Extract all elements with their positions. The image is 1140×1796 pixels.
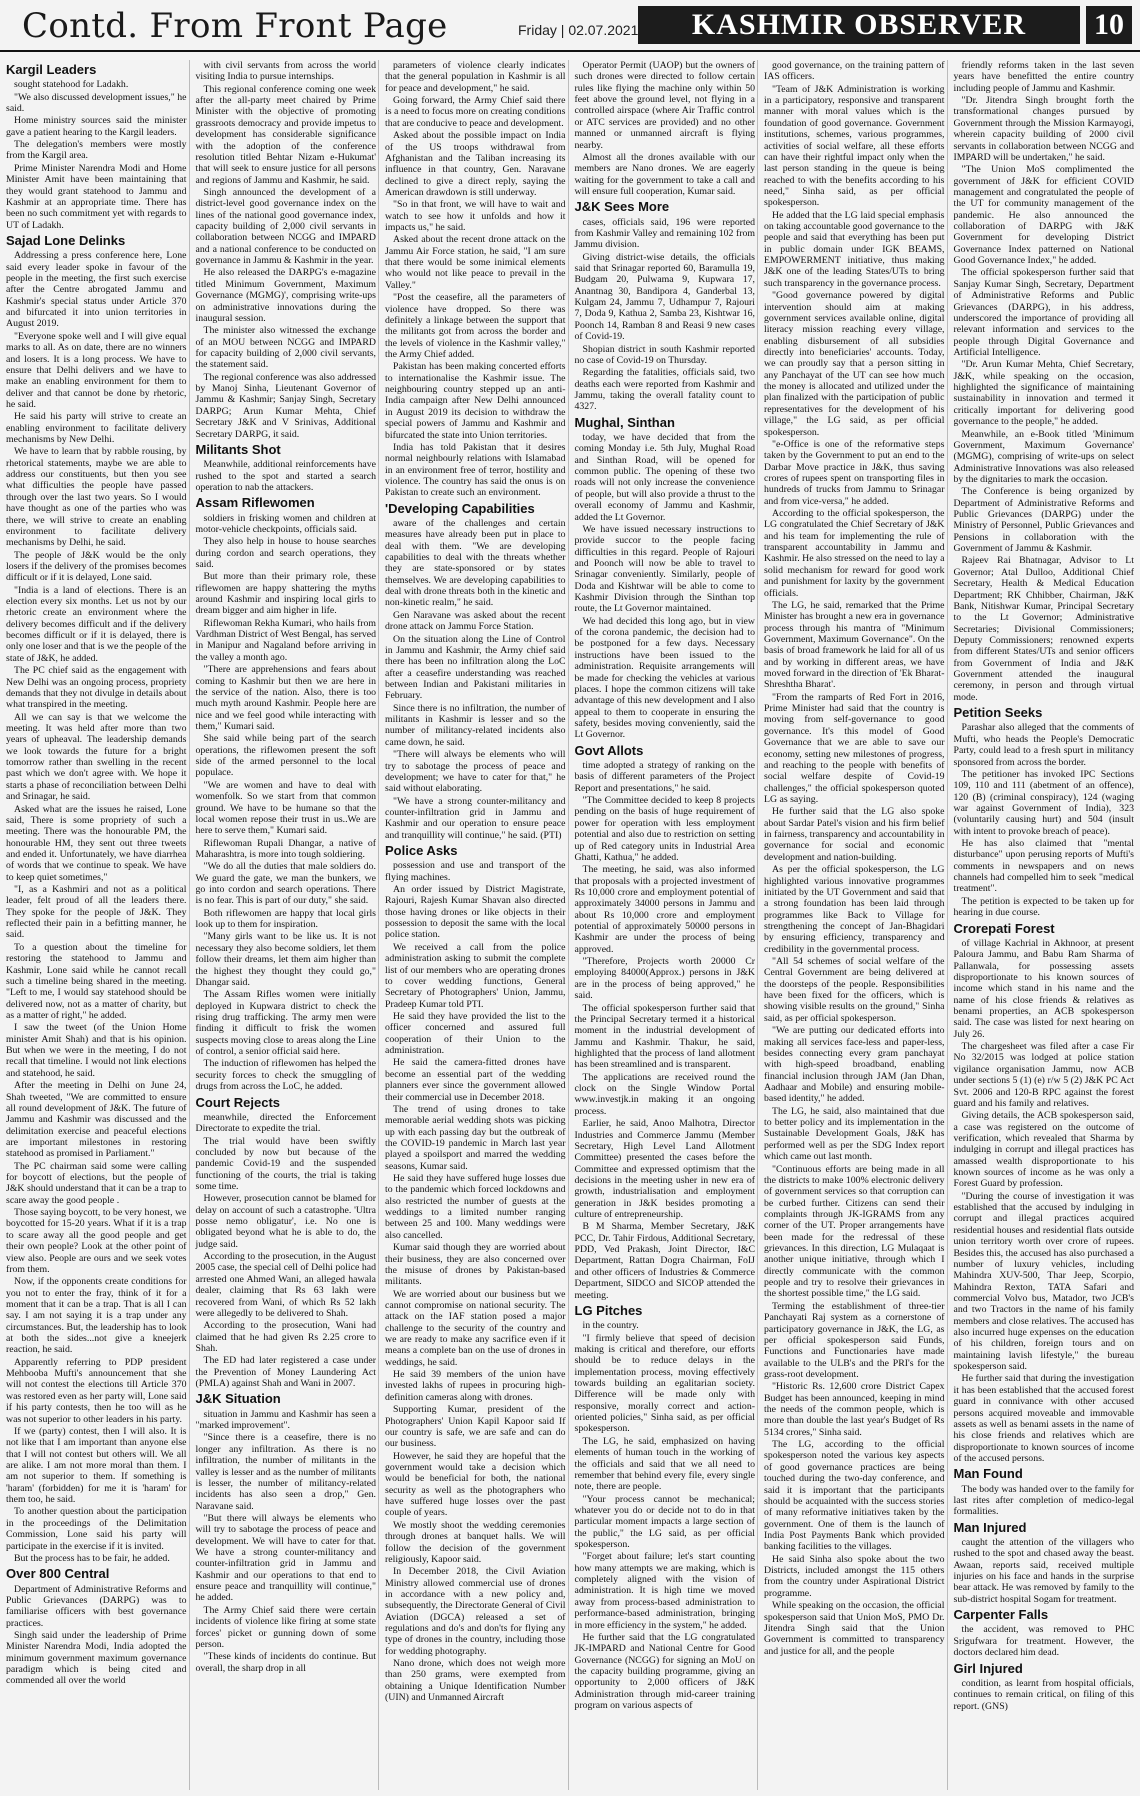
article-paragraph: But the process has to be fair, he added. bbox=[14, 1552, 170, 1564]
article-paragraph: "We have a strong counter-militancy and counter-infiltration grid in Jammu and Kashmir and our operation to ensure peace and tranquillity will continue," he said. (PTI) bbox=[385, 795, 566, 841]
article-paragraph: The trend of using drones to take memorable aerial wedding shots was picking up with each passing day but the outbreak of the COVID-19 pandemic in March last year played a spoilsport and marred the wedding seasons, Kumar said. bbox=[385, 1103, 566, 1172]
article-paragraph: "I firmly believe that speed of decision making is critical and therefore, our efforts should be to reduce delays in the implementation process, moving effectively towards building an egalitarian society. Difference will be made only with responsive, morally correct and action-oriented policies," Sinha said, as per official spokesperson. bbox=[574, 1332, 755, 1435]
article-paragraph: Kumar said though they are worried about their business, they are also concerned over the misuse of drones by Pakistan-based militants. bbox=[385, 1242, 566, 1288]
article-paragraph: He said his party will strive to create an enabling environment to facilitate delivery mechanisms by New Delhi. bbox=[6, 411, 187, 446]
article-paragraph: "Good governance powered by digital intervention should aim at making government services available online, digital literacy mission reaching every village, enabling disbursement of all subsidies directly into beneficiaries' accounts. Today, we can proudly say that a person sitting in any Panchayat of the UT can see how much the money is allocated and utilized under the plan finalized with the participation of public representatives for the development of his village," the LG said, as per official spokesperson. bbox=[764, 290, 945, 438]
article-headline: Assam Riflewomen bbox=[195, 495, 315, 511]
article-paragraph: He said they have provided the list to the officer concerned and assured full cooperation of their Union to the administration. bbox=[385, 1010, 566, 1057]
article-paragraph: "The Committee decided to keep 8 projects pending on the basis of huge requirement of power for operation with less employment potential and also due to restriction on setting up of Red category units in Industrial Area Ghatti, Kathua," he added. bbox=[574, 795, 755, 863]
article-headline: LG Pitches bbox=[574, 1302, 643, 1318]
article-paragraph: However, prosecution cannot be blamed for delay on account of such a catastrophe. 'Ultra posse nemo obligatur', i.e. No one is obligated beyond what he is able to do, the judge said. bbox=[195, 1193, 376, 1250]
article-paragraph: sought statehood for Ladakh. bbox=[14, 79, 129, 91]
article-paragraph: B M Sharma, Member Secretary, J&K PCC, Dr. Tahir Firdous, Additional Secretary, PDD, Ved Prakash, Joint Director, I&C Department, Rattan Dogra Chairman, FoIJ and other officers of Industries & Commerce Department, SIDCO and SICOP attended the meeting. bbox=[574, 1221, 755, 1301]
column-5 bbox=[762, 60, 948, 1790]
article-paragraph: The ED had later registered a case under the Prevention of Money Laundering Act (PMLA) against Shah and Wani in 2007. bbox=[195, 1355, 376, 1390]
article-paragraph: "The Union MoS complimented the government of J&K for efficient COVID management and congratulated the people of the UT for community management of the pandemic. He also announced the collaboration of DARPG with J&K Government for developing District Governance Index patterned on National Good Governance Index," he added. bbox=[953, 164, 1134, 267]
article-paragraph: To another question about the participation in the proceedings of the Delimitation Commission, Lone said his party will participate in the exercise if it is invited. bbox=[6, 1506, 187, 1552]
article-paragraph: Shopian district in south Kashmir reported no case of Covid-19 on Thursday. bbox=[574, 343, 755, 366]
article-paragraph: We have to learn that by rabble rousing, by rhetorical statements, maybe we are able to address our constituents, but then you see what difficulties the people have passed through over the last two years. So I would have thought as one of the parties who was there, we will strive to create an enabling environment to facilitate delivery mechanisms by Delhi, he said. bbox=[6, 446, 187, 549]
article-paragraph: While speaking on the occasion, the official spokesperson said that Union MoS, PMO Dr. Jitendra Singh said that the Union Government is committed to transparency and justice for all, and the people bbox=[764, 1600, 945, 1657]
article-paragraph: "There will always be elements who will try to sabotage the process of peace and development; we have to cater for that," he said without elaborating. bbox=[385, 749, 566, 795]
article-paragraph: Supporting Kumar, president of the Photographers' Union Kapil Kapoor said If our country is safe, we are safe and can do our business. bbox=[385, 1404, 566, 1450]
article-paragraph: Gen Naravane was asked about the recent drone attack on Jammu Force Station. bbox=[385, 609, 566, 633]
article-paragraph: Rajeev Rai Bhatnagar, Advisor to Lt Governor; Atal Dulloo, Additional Chief Secretary, Health & Medical Education Department; RK Chhibber, Chairman, J&K Bank, Nitishwar Kumar, Principal Secretary to the Lt Governor; Administrative Secretaries; Divisional Commissioners; Deputy Commissioners; renowned experts from different States/UTs and senior officers from Government of India and J&K Government attended the inaugural ceremony, in person and through virtual mode. bbox=[953, 555, 1134, 703]
article-paragraph: possession and use and transport of the flying machines. bbox=[385, 860, 566, 883]
article-headline: Govt Allots bbox=[574, 742, 644, 758]
article-headline: J&K Sees More bbox=[574, 199, 670, 215]
article-headline: Girl Injured bbox=[953, 1660, 1023, 1676]
article-paragraph: The official spokesperson further said that the Principal Secretary termed it a historical moment in the industrial development of Jammu and Kashmir. Thakur, he said, highlighted that the process of land allotment has been streamlined and is transparent. bbox=[574, 1002, 755, 1071]
article-paragraph: "Continuous efforts are being made in all the districts to make 100% electronic delivery of government services so that corruption can be curbed further. Citizens can send their complaints through JK-IGRAMS from any corner of the UT. Proper arrangements have been made for the redressal of these grievances. In this direction, LG Mulaqaat is another unique initiative, through which I directly communicate with the common people and try to resolve their grievances in the shortest possible time," the LG said. bbox=[764, 1163, 945, 1300]
article-paragraph: Asked what are the issues he raised, Lone said, There is some propriety of such a meeting. There was the honourable PM, the honourable HM, they sent out three tweets and ended it. Unfortunately, we have diarrhea of words that we continue to speak. We have to keep quiet sometimes," bbox=[6, 803, 187, 883]
article-paragraph: "All 54 schemes of social welfare of the Central Government are being delivered at the doorsteps of the people. Responsibilities have been fixed for the officers, which is showing visible results on the ground," Sinha said, as per official spokesperson. bbox=[764, 956, 945, 1024]
article-paragraph: "India is a land of elections. There is an election every six months. Let us not by our rhetoric create an environment where the delivery becomes difficult and if the delivery becomes difficult or if it is delayed, there is only one loser and that is we the people of the state of J&K, he added. bbox=[6, 584, 187, 664]
column-4 bbox=[573, 60, 759, 1790]
article-paragraph: aware of the challenges and certain measures have already been put in place to deal with them. "We are developing capabilities to deal with the threats whether they are state-sponsored or by states themselves. We are developing capabilities to deal with drone threats both in the kinetic and non-kinetic realm," he said. bbox=[385, 517, 566, 609]
article-paragraph: As per the official spokesperson, the LG highlighted various innovative programmes initiated by the UT Government and said that a strong foundation has been laid through programmes like Back to Village for strengthening the concept of Jan-Bhagidari by ensuring efficiency, transparency and credibility in the governmental process. bbox=[764, 864, 945, 955]
article-paragraph: The applications are received round the clock on the Single Window Portal www.investjk.in making it an ongoing process. bbox=[574, 1071, 755, 1117]
article-paragraph: Nano drone, which does not weigh more than 250 grams, were exempted from obtaining a Unique Identification Number (UIN) and Unmanned Aircraft bbox=[385, 1658, 566, 1704]
article-paragraph: Apparently referring to PDP president Mehbooba Mufti's announcement that she will not contest the elections till Article 370 was restored even as her party will, Lone said if his party contests, then he too will as he was not superior to other leaders in his party. bbox=[6, 1356, 187, 1425]
article-paragraph: cases, officials said, 196 were reported from Kashmir Valley and remaining 102 from Jammu division. bbox=[574, 216, 755, 251]
article-paragraph: "From the ramparts of Red Fort in 2016, Prime Minister had said that the country is moving from self-governance to good governance. It's this model of Good Governance that we are able to save our economy, setting new milestones of progress, and reaching to the people with benefits of social welfare despite of Covid-19 challenges," the official spokesperson quoted LG as saying. bbox=[764, 691, 945, 805]
article-paragraph: Going forward, the Army Chief said there is a need to focus more on creating conditions that are conducive to peace and development. bbox=[385, 95, 566, 129]
article-paragraph: The PC chief said as the engagement with New Delhi was an ongoing process, propriety demands that they not divulge in details about what transpired in the meeting. bbox=[6, 665, 187, 711]
article-paragraph: Now, if the opponents create conditions for you not to enter the fray, think of it for a moment that it can be a trap. That is all I can say. I am not saying it is a trap under any circumstances. But, the leadership has to look at both the sides...not give a kneejerk reaction, he said. bbox=[6, 1276, 187, 1356]
article-paragraph: We are worried about our business but we cannot compromise on national security. The attack on the IAF station posed a major challenge to the security of the country and we are ready to make any sacrifice even if it means a complete ban on the use of drones in weddings, he said. bbox=[385, 1288, 566, 1368]
article-paragraph: Parashar also alleged that the comments of Mufti, who heads the People's Democratic Party, could lead to a fresh spurt in militancy sponsored from across the border. bbox=[953, 722, 1134, 768]
article-paragraph: He added that the LG laid special emphasis on taking accountable good governance to the people and said that everything has been put in public domain under IGK BEAMS, EMPOWERMENT initiative, thus making J&K one of the leading States/UTs to bring such transparency in the governance process. bbox=[764, 209, 945, 289]
article-paragraph: Asked about the recent drone attack on the Jammu Air Force station, he said, "I am sure that there would be some inimical elements who would not like peace to prevail in the Valley." bbox=[385, 234, 566, 291]
article-headline: Sajad Lone Delinks bbox=[6, 232, 126, 248]
article-paragraph: The LG, he said, also maintained that due to better policy and its implementation in the Sustainable Development Goals, J&K has performed well as per the SDG Index report which came out last month. bbox=[764, 1105, 945, 1163]
article-paragraph: The official spokesperson further said that Sanjay Kumar Singh, Secretary, Department of Administrative Reforms and Public Grievances (DARPG), in his address, underscored the importance of providing all relevant information and services to the people through Digital Governance and Artificial Intelligence. bbox=[953, 267, 1134, 358]
article-paragraph: All we can say is that we welcome the meeting. It was held after more than two years of upheaval. The leadership demands we look towards the future for a bright tomorrow rather than swelling in the recent past which we don't agree with. We hope it starts a phase of reconciliation between Delhi and Srinagar, he said. bbox=[6, 711, 187, 803]
article-paragraph: Prime Minister Narendra Modi and Home Minister Amit have been maintaining that they would grant statehood to Jammu and Kashmir at an appropriate time. There has been no such commitment yet with regards to UT of Ladakh. bbox=[6, 162, 187, 231]
brand-logo: KASHMIR OBSERVER bbox=[638, 6, 1080, 44]
article-paragraph: Since there is no infiltration, the number of militants in Kashmir is lesser and so the number of militancy-related incidents also came down, he said. bbox=[385, 702, 566, 748]
article-paragraph: He further said that the LG also spoke about Sardar Patel's vision and his firm belief in fairness, transparency and accountability in governance for social and economic development and nation-building. bbox=[764, 806, 945, 863]
article-paragraph: friendly reforms taken in the last seven years have benefitted the entire country including people of Jammu and Kashmir. bbox=[953, 60, 1134, 94]
article-paragraph: The trial would have been swiftly concluded by now but because of the pandemic Covid-19 and the suspended functioning of the courts, the trial is taking some time. bbox=[195, 1135, 376, 1192]
article-paragraph: Home ministry sources said the minister gave a patient hearing to the Kargil leaders. bbox=[6, 115, 187, 138]
article-paragraph: She said while being part of the search operations, the riflewomen present the soft side of the armed personnel to the local populace. bbox=[195, 733, 376, 779]
article-paragraph: The LG, according to the official spokesperson noted the various key aspects of good governance practices are being touched during the two-day conference, and said it is important that the participants should be acquainted with the success stories of many reformative initiatives taken by the government. One of them is the launch of India Post Payments Bank which provided banking facilities to the villages. bbox=[764, 1439, 945, 1553]
article-paragraph: "During the course of investigation it was established that the accused by indulging in corrupt and illegal practices acquired residential houses and residential flats outside union territory worth over crore of rupees. Besides this, the accused has also purchased a number of luxury vehicles, including Mahindra XUV-500, Thar Jeep, Scorpio, Mahindra Rexton, TATA Safari and commercial Volvo bus, Matador, two JCB's and two Tractors in the name of his family members and close relatives. The accused has also incurred huge expenses on the education of his children, foreign tours and on maintaining lavish lifestyle," the bureau spokesperson said. bbox=[953, 1190, 1134, 1373]
article-paragraph: He said Sinha also spoke about the two Districts, included amongst the 115 others from the country under Aspirational District programme. bbox=[764, 1553, 945, 1599]
article-headline: Carpenter Falls bbox=[953, 1607, 1049, 1623]
article-paragraph: The Conference is being organized by Department of Administrative Reforms and Public Grievances (DARPG) under the Ministry of Personnel, Public Grievances and Pensions in collaboration with the Government of Jammu & Kashmir. bbox=[953, 486, 1134, 555]
article-headline: Militants Shot bbox=[195, 441, 281, 457]
article-headline: Court Rejects bbox=[195, 1094, 281, 1110]
article-paragraph: This regional conference coming one week after the all-party meet chaired by Prime Minister with the objective of promoting grassroots democracy and provide impetus to development has considerable significance with the adoption of the conference resolution titled Behtar Nizam e-Hukumat' that will seek to ensure justice for all persons and regions of Jammu and Kashmir, he said. bbox=[195, 83, 376, 186]
article-paragraph: He said 39 members of the union have invested lakhs of rupees in procuring high-definition cameras along with drones. bbox=[385, 1369, 566, 1403]
article-paragraph: "Your process cannot be mechanical; whatever you do or decide not to do in that particular moment impacts a large section of the public," the LG said, as per official spokesperson. bbox=[574, 1493, 755, 1551]
article-paragraph: Terming the establishment of three-tier Panchayati Raj system as a cornerstone of participatory governance in J&K, the LG, as per official spokesperson said Funds, Functions and Functionaries have made available to the ULB's and the PRI's for the grass-root development. bbox=[764, 1300, 945, 1380]
article-headline: Man Found bbox=[953, 1466, 1023, 1482]
article-paragraph: On the situation along the Line of Control in Jammu and Kashmir, the Army chief said there has been no infiltration along the LoC after a ceasefire understanding was reached between Indian and Pakistani militaries in February. bbox=[385, 633, 566, 702]
article-paragraph: "Forget about failure; let's start counting how many attempts we are making, which is completely aligned with the vision of administration. It is high time we moved away from process-based administration to performance-based administration, bringing in more efficiency in the system," he added. bbox=[574, 1551, 755, 1631]
article-paragraph: soldiers in frisking women and children at motor-vehicle checkpoints, officials said. bbox=[195, 512, 376, 535]
article-paragraph: He further said that the LG congratulated JK-IMPARD and National Centre for Good Governance (NCGG) for signing an MoU on the capacity building programme, giving an opportunity to 2,000 officers of J&K Administration through mid-career training program on various aspects of bbox=[574, 1631, 755, 1712]
article-paragraph: Singh said under the leadership of Prime Minister Narendra Modi, India adopted the minimum government maximum governance paradigm which is being cited and commended all over the world bbox=[6, 1629, 187, 1687]
article-paragraph: The LG, he said, remarked that the Prime Minister has brought a new era in governance process through his mantra of "Minimum Government, Maximum Governance". On the basis of broad framework he laid for all of us and by working in different areas, we have moved forward in the direction of 'Ek Bharat- Shreshtha Bharat'. bbox=[764, 599, 945, 691]
article-paragraph: The LG, he said, emphasized on having elements of human touch in the working of the officials and said that we all need to remember that behind every file, every single note, there are people. bbox=[574, 1435, 755, 1493]
article-headline: Over 800 Central bbox=[6, 1566, 110, 1582]
article-paragraph: Pakistan has been making concerted efforts to internationalise the Kashmir issue. The neighbouring country stepped up an anti-India campaign after New Delhi announced in August 2019 its decision to withdraw the special powers of Jammu and Kashmir and bifurcated the state into Union territories. bbox=[385, 361, 566, 441]
article-paragraph: Operator Permit (UAOP) but the owners of such drones were directed to follow certain rules like flying the machine only within 50 feet above the ground level, not flying in a controlled airspace (where Air Traffic control or ATC services are provided) and no other manned or unmanned aircraft is flying nearby. bbox=[574, 60, 755, 151]
article-paragraph: Almost all the drones available with our members are Nano drones. We are eagerly waiting for the government to take a call and will ensure full cooperation, Kumar said. bbox=[574, 151, 755, 197]
article-headline: Kargil Leaders bbox=[6, 62, 97, 77]
article-paragraph: Asked about the possible impact on India of the US troops withdrawal from Afghanistan and the Taliban increasing its influence in that country, Gen. Naravane declined to give a direct reply, saying the American drawdown is still underway. bbox=[385, 130, 566, 198]
article-paragraph: "Everyone spoke well and I will give equal marks to all. As on date, there are no winners and losers. It is a long process. We have to ensure that Delhi delivers and we have to make an enabling environment for them to deliver and that cannot be done by rhetoric, he said. bbox=[6, 330, 187, 410]
article-headline: Man Injured bbox=[953, 1519, 1027, 1535]
article-paragraph: The regional conference was also addressed by Manoj Sinha, Lieutenant Governor of Jammu & Kashmir; Sanjay Singh, Secretary DARPG; Arun Kumar Mehta, Chief Secretary J&K and V Srinivas, Additional Secretary DARPG, it said. bbox=[195, 371, 376, 440]
article-paragraph: "I, as a Kashmiri and not as a political leader, felt proud of all the leaders there. They spoke for the people of J&K. They reflected their pain in a befitting manner, he said. bbox=[6, 884, 187, 941]
article-paragraph: "Dr. Jitendra Singh brought forth the transformational changes pursued by Government through the Mission Karmayogi, wherein capacity building of 2000 civil servants in collaboration between NCGG and IMPARD will be undertaken," he said. bbox=[953, 95, 1134, 163]
article-paragraph: The body was handed over to the family for last rites after completion of medico-legal formalities. bbox=[953, 1483, 1134, 1518]
article-paragraph: "These kinds of incidents do continue. But overall, the sharp drop in all bbox=[195, 1651, 376, 1674]
article-paragraph: Those saying boycott, to be very honest, we boycotted for 15-20 years. What if it is a trap to scare away all the good people and get their own people? Look at the other point of view also. People are ours and we seek votes from them. bbox=[6, 1207, 187, 1275]
article-paragraph: Earlier, he said, Anoo Malhotra, Director Industries and Commerce Jammu (Member Secretary, High Level Land Allotment Committee) presented the cases before the Committee and expressed optimism that the decisions in the meeting usher in new era of growth, industrialisation and employment generation in J&K besides promoting a culture of entrepreneurship. bbox=[574, 1118, 755, 1221]
article-paragraph: Giving district-wise details, the officials said that Srinagar reported 60, Baramulla 19, Budgam 20, Pulwama 9, Kupwara 17, Anantnag 30, Bandipora 4, Ganderbal 13, Kulgam 24, Jammu 7, Udhampur 7, Rajouri 7, Doda 9, Kathua 2, Samba 23, Kishtwar 16, Poonch 14, Ramban 8 and Reasi 9 new cases of Covid-19. bbox=[574, 251, 755, 343]
article-paragraph: "Post the ceasefire, all the parameters of violence have dropped. So there was definitely a linkage between the support that the militants got from across the border and the levels of violence in the Kashmir valley," the Army Chief added. bbox=[385, 292, 566, 360]
article-paragraph: I saw the tweet (of the Union Home minister Amit Shah) and that is his opinion. But when we were in the meeting, I do not recall that timeline. I would not link elections and statehood, he said. bbox=[6, 1022, 187, 1079]
article-paragraph: Meanwhile, additional reinforcements have rushed to the spot and started a search operation to nab the attackers. bbox=[195, 459, 376, 493]
article-paragraph: He said the camera-fitted drones have become an essential part of the wedding planners ever since the government allowed their commercial use in December 2018. bbox=[385, 1057, 566, 1103]
article-paragraph: in the country. bbox=[582, 1320, 639, 1332]
article-paragraph: "Dr. Arun Kumar Mehta, Chief Secretary, J&K, while speaking on the occasion, highlighted the significance of maintaining sustainability in innovation and termed it critically important for delivering good governance to the people," he added. bbox=[953, 359, 1134, 428]
column-1 bbox=[4, 60, 190, 1790]
article-paragraph: "Team of J&K Administration is working in a participatory, responsive and transparent manner with moral values which is the foundation of good governance. Government institutions, schemes, various programmes, activities of social welfare, all these efforts can have their rightful impact only when the last person standing in the queue is being reached to with the benefits according to his need," Sinha said, as per official spokesperson. bbox=[764, 83, 945, 209]
article-paragraph: To a question about the timeline for restoring the statehood to Jammu and Kashmir, Lone said while he cannot recall such a timeline being shared in the meeting. "Left to me, I would say statehood should be delivered now, not as a matter of charity, but as a matter of right," he added. bbox=[6, 941, 187, 1021]
article-paragraph: time adopted a strategy of ranking on the basis of different parameters of the Project Report and presentations," he said. bbox=[574, 760, 755, 794]
article-paragraph: Riflewoman Rekha Kumari, who hails from Vardhman District of West Bengal, has served in Manipur and Nagaland before arriving in the valley a month ago. bbox=[195, 617, 377, 663]
article-paragraph: He said they have suffered huge losses due to the pandemic which forced lockdowns and also restricted the number of guests at the weddings to a limited number ranging between 25 and 100. Many weddings were also cancelled. bbox=[385, 1173, 566, 1241]
article-paragraph: The PC chairman said some were calling for boycott of elections, but the people of J&K should understand that it can be a trap to scare away the good people . bbox=[6, 1160, 187, 1206]
article-paragraph: "We are women and have to deal with womenfolk. So we start from that common ground. We have to be humane so that the local women repose their trust in us..We are here to serve them," Kumari said. bbox=[195, 779, 376, 837]
article-paragraph: "So in that front, we will have to wait and watch to see how it unfolds and how it impacts us," he said. bbox=[385, 199, 566, 234]
article-columns bbox=[4, 60, 1136, 1790]
article-paragraph: Giving details, the ACB spokesperson said, a case was registered on the outcome of verification, which revealed that Sharma by indulging in corrupt and illegal practices has amassed wealth disproportionate to his known sources of income as he was only a Forest Guard by profession. bbox=[953, 1110, 1134, 1190]
article-paragraph: If we (party) contest, then I will also. It is not like that I am important than anyone else that I will not contest but others will. We all are alike. I am not more moral than them. I am not superior to them. If something is 'haram' (forbidden) for me it is 'haram' for them too, he said. bbox=[6, 1425, 187, 1506]
article-paragraph: We have issued necessary instructions to provide succor to the people facing difficulties in this regard. People of Rajouri and Poonch will now be able to travel to Srinagar conveniently. Similarly, people of Doda and Kishtwar will be able to come to Kashmir Division through the Sinthan top route, the Lt Governor maintained. bbox=[574, 523, 755, 615]
article-paragraph: caught the attention of the villagers who rushed to the spot and chased away the beast. Awaan, reports said, received multiple injuries on his face and hands in the surprise bear attack. He was removed by family to the sub-district hospital Sogam for treatment. bbox=[953, 1537, 1134, 1605]
article-paragraph: The Assam Rifles women were initially deployed in Kupwara district to check the rising drug trafficking. The army men were finding it difficult to frisk the women suspects moving close to areas along the Line of control, a senior official said here. bbox=[195, 989, 376, 1058]
article-paragraph: Addressing a press conference here, Lone said every leader spoke in favour of the people in the meeting, the first such exercise after the Centre abrogated Jammu and Kashmir's special status under Article 370 and bifurcated it into union territories in August 2019. bbox=[6, 250, 187, 330]
article-paragraph: In December 2018, the Civil Aviation Ministry allowed commercial use of drones in accordance with a new policy and, subsequently, the Directorate General of Civil Aviation (DGCA) released a set of regulations and do's and don'ts for flying any type of drones in the country, including those for wedding photography. bbox=[385, 1566, 566, 1657]
article-paragraph: He has also claimed that "mental disturbance" upon perusing reports of Mufti's comments in newspapers and on news channels had compelled him to seek "medical treatment". bbox=[953, 838, 1134, 895]
issue-date: Friday | 02.07.2021 bbox=[518, 22, 639, 38]
article-paragraph: "Since there is a ceasefire, there is no longer any infiltration. As there is no infiltration, the number of militants in the valley is lesser and as the number of militants is lesser, the number of militancy-related incidents has also seen a drop," Gen. Naravane said. bbox=[195, 1432, 376, 1512]
article-paragraph: of village Kachrial in Akhnoor, at present Paloura Jammu, and Babu Ram Sharma of Pallanwala, for possessing assets disproportionate to his known sources of income which stand in his name and the name of his close friends & relatives as benami properties, an ACB spokesperson said. The case was listed for next hearing on July 26. bbox=[953, 937, 1134, 1040]
column-3 bbox=[383, 60, 569, 1790]
article-paragraph: The chargesheet was filed after a case Fir No 32/2015 was lodged at police station vigilance organisation Jammu, now ACB under sections 5 (1) (e) r/w 5 (2) J&K PC Act Svt. 2006 and 120-B RPC against the forest guard and his family and relatives. bbox=[953, 1041, 1134, 1109]
article-paragraph: But more than their primary role, these riflewomen are happy shattering the myths around Kashmir and inspiring local girls to dream bigger and aim higher in life. bbox=[195, 571, 376, 617]
article-headline: 'Developing Capabilities bbox=[385, 500, 535, 516]
article-paragraph: "We are putting our dedicated efforts into making all services face-less and paper-less, besides connecting every gram panchayat with high-speed broadband, enabling financial inclusion through JAM (Jan Dhan, Aadhaar and Mobile) and ensuring mobile-based identity," he added. bbox=[764, 1025, 945, 1105]
article-paragraph: The petitioner has invoked IPC Sections 109, 110 and 111 (abetment of an offence), 120 (B) (criminal conspiracy), 124 (waging war against Government of India), 323 (voluntarily causing hurt) and 504 (insult with intent to provoke breach of peace). bbox=[953, 768, 1134, 837]
article-paragraph: The minister also witnessed the exchange of an MOU between NCGG and IMPARD for capacity building of 2,000 civil servants, the statement said. bbox=[195, 325, 376, 371]
article-paragraph: meanwhile, directed the Enforcement Directorate to expedite the trial. bbox=[195, 1111, 376, 1135]
article-paragraph: The delegation's members were mostly from the Kargil area. bbox=[6, 139, 187, 162]
article-headline: J&K Situation bbox=[195, 1391, 281, 1407]
article-paragraph: "But there will always be elements who will try to sabotage the process of peace and development. We will have to cater for that. We have a strong counter-militancy and counter-infiltration grid in Jammu and Kashmir and our operations to that end to ensure peace and tranquillity will continue," he added. bbox=[195, 1512, 376, 1604]
article-paragraph: condition, as learnt from hospital officials, continues to remain critical, on filing of this report. (GNS) bbox=[953, 1677, 1134, 1712]
article-paragraph: According to the official spokesperson, the LG congratulated the Chief Secretary of J&K and his team for implementing the rule of transparent accountability in Jammu and Kashmir. He also stressed on the need to lay a solid mechanism for reward for good work and punishment for laxity by the government officials. bbox=[764, 508, 945, 599]
article-headline: Police Asks bbox=[385, 843, 458, 859]
article-paragraph: According to the prosecution, in the August 2005 case, the special cell of Delhi police had arrested one Ahmed Wani, an alleged hawala dealer, claiming that Rs 63 lakh were recovered from Wani, of which Rs 52 lakh were allegedly to be delivered to Shah. bbox=[195, 1251, 376, 1319]
page-number: 10 bbox=[1086, 6, 1132, 44]
article-paragraph: We received a call from the police administration asking to submit the complete list of our members who are operating drones to cover wedding functions, General Secretary of Photographers' Union, Jammu, Pradeep Kumar told PTI. bbox=[385, 941, 566, 1010]
column-6 bbox=[952, 60, 1137, 1790]
article-paragraph: with civil servants from across the world visiting India to pursue internships. bbox=[195, 60, 376, 83]
article-paragraph: the accident, was removed to PHC Srigufwara for treatment. However, the doctors declared him dead. bbox=[953, 1624, 1134, 1659]
article-paragraph: parameters of violence clearly indicates that the general population in Kashmir is all for peace and development," he said. bbox=[385, 60, 566, 94]
article-paragraph: Department of Administrative Reforms and Public Grievances (DARPG) was to familiarise officers with best governance practices. bbox=[6, 1583, 187, 1629]
article-paragraph: After the meeting in Delhi on June 24, Shah tweeted, "We are committed to ensure all round development of J&K. The future of Jammu and Kashmir was discussed and the delimitation exercise and peaceful elections are important milestones in restoring statehood as promised in Parliament." bbox=[6, 1080, 187, 1160]
article-paragraph: "Many girls want to be like us. It is not necessary they also become soldiers, let them follow their dreams, let them aim higher than the highest they thought they could go," Dhangar said. bbox=[195, 931, 376, 988]
article-paragraph: "Historic Rs. 12,600 crore District Capex Budget has been announced, keeping in mind the needs of the common people, which is more than double the last year's Budget of Rs 5134 crores," Sinha said. bbox=[764, 1381, 945, 1438]
article-paragraph: "e-Office is one of the reformative steps taken by the Government to put an end to the Darbar Move practice in J&K, thus saving crores of rupees spent on transporting files in hundreds of trucks from Jammu to Srinagar and from vice-versa," he added. bbox=[764, 438, 945, 507]
article-paragraph: He further said that during the investigation it has been established that the accused forest guard in connivance with other accused persons acquired moveable and immovable assets as well as benami assets in the name of his close friends and relatives which are disproportionate to known sources of income of the accused persons. bbox=[953, 1373, 1134, 1464]
article-headline: Mughal, Sinthan bbox=[574, 414, 675, 430]
article-paragraph: "Therefore, Projects worth 20000 Cr employing 84000(Approx.) persons in J&K are in the process of being approved," he said. bbox=[574, 956, 755, 1002]
section-title: Contd. From Front Page bbox=[22, 6, 448, 46]
article-headline: Crorepati Forest bbox=[953, 920, 1055, 936]
article-paragraph: We mostly shoot the wedding ceremonies through drones at banquet halls. We will follow the decision of the government religiously, Kapoor said. bbox=[385, 1519, 566, 1565]
article-paragraph: Riflewoman Rupali Dhangar, a native of Maharashtra, is more into tough soldiering. bbox=[195, 837, 376, 860]
article-paragraph: Regarding the fatalities, officials said, two deaths each were reported from Kashmir and Jammu, taking the overall fatality count to 4327. bbox=[574, 367, 755, 413]
article-paragraph: According to the prosecution, Wani had claimed that he had given Rs 2.25 crore to Shah. bbox=[195, 1320, 376, 1354]
article-paragraph: The Army Chief said there were certain incidents of violence like firing at some state forces' picket or gunning down of some person. bbox=[195, 1604, 376, 1650]
article-paragraph: The meeting, he said, was also informed that proposals with a projected investment of Rs 10,000 crore and employment potential of approximately 34000 persons in Jammu and about Rs 10,000 crore and employment potential of approximately 50000 persons in Kashmir are under the process of being approved. bbox=[574, 864, 755, 955]
article-paragraph: "There are apprehensions and fears about coming to Kashmir but then we are here in the service of the nation. Also, there is too much myth around Kashmir. People here are nice and we feel good while interacting with them," Kumari said. bbox=[195, 664, 376, 732]
article-headline: Petition Seeks bbox=[953, 705, 1043, 721]
article-paragraph: We had decided this long ago, but in view of the corona pandemic, the decision had to be postponed for a few days. Necessary instructions have been issued to the administration. Requisite arrangements will be made for checking the vehicles at various places. I hope the common citizens will take advantage of this new development and I also appeal to them to cooperate in ensuring the safety, besides moving conveniently, said the Lt Governor. bbox=[574, 615, 755, 741]
article-paragraph: However, he said they are hopeful that the government would take a decision which would be beneficial for both, the national security as well as the photographers who have suffered huge losses over the past couple of years. bbox=[385, 1450, 566, 1519]
article-paragraph: Singh announced the development of a district-level good governance index on the lines of the national good governance index, capacity building of 2,000 civil servants in collaboration between NCGG and IMPARD and a national conference to be conducted on governance in Jammu & Kashmir in the year. bbox=[195, 186, 376, 267]
article-paragraph: An order issued by District Magistrate, Rajouri, Rajesh Kumar Shavan also directed those having drones or like objects in their possession to deposit the same with the local police station. bbox=[385, 884, 566, 941]
article-paragraph: He also released the DARPG's e-magazine titled Minimum Government, Maximum Governance (MGMG)', comprising write-ups on administrative innovations during the inaugural session. bbox=[195, 267, 376, 324]
article-paragraph: The people of J&K would be the only losers if the delivery of the promises becomes difficult or if it is delayed, Lone said. bbox=[6, 549, 187, 584]
article-paragraph: They also help in house to house searches during cordon and search operations, they said. bbox=[195, 536, 376, 570]
article-paragraph: Both riflewomen are happy that local girls look up to them for inspiration. bbox=[195, 907, 376, 931]
article-paragraph: The induction of riflewomen has helped the security forces to check the smuggling of drugs from across the LoC, he added. bbox=[195, 1058, 376, 1093]
article-paragraph: "We do all the duties that male soldiers do. We guard the gate, we man the bunkers, we go into cordon and search operations. There is no fear. This is part of our duty," she said. bbox=[195, 861, 376, 907]
article-paragraph: today, we have decided that from the coming Monday i.e. 5th July, Mughal Road and Sinthan Road, will be opened for common public. The opening of these two roads will not only increase the convenience of people, but will also provide a thrust to the overall economy of Jammu and Kashmir, added the Lt Governor. bbox=[574, 432, 755, 523]
article-paragraph: good governance, on the training pattern of IAS officers. bbox=[764, 60, 945, 83]
article-paragraph: India has told Pakistan that it desires normal neighbourly relations with Islamabad in an environment free of terror, hostility and violence. The country has said the onus is on Pakistan to create such an environment. bbox=[385, 441, 566, 499]
article-paragraph: "We also discussed development issues," he said. bbox=[6, 91, 187, 115]
article-paragraph: The petition is expected to be taken up for hearing in due course. bbox=[953, 895, 1134, 919]
masthead bbox=[0, 0, 1140, 52]
column-2 bbox=[194, 60, 380, 1790]
article-paragraph: situation in Jammu and Kashmir has seen a "marked improvement". bbox=[195, 1408, 376, 1432]
article-paragraph: Meanwhile, an e-Book titled 'Minimum Government, Maximum Governance' (MGMG), comprising of write-ups on select Administrative Innovations was also released by the dignitaries to mark the occasion. bbox=[953, 428, 1134, 485]
